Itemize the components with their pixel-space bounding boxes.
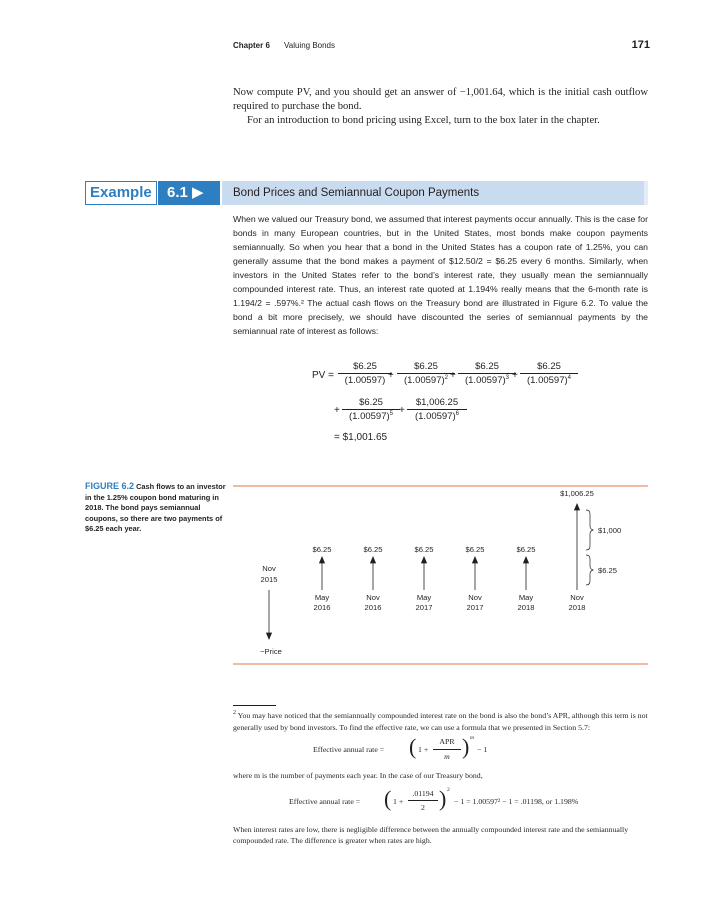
pv-term-4-base: (1.00597) bbox=[526, 375, 568, 386]
pv-term-3-exp: 3 bbox=[505, 375, 509, 381]
formula-1-paren-close: ) bbox=[462, 734, 470, 759]
formula-1-frac bbox=[433, 736, 461, 762]
figure-label: FIGURE 6.2 bbox=[85, 481, 135, 491]
principal-brace bbox=[586, 510, 593, 550]
arrow-head-icon bbox=[320, 557, 325, 563]
date-month: May bbox=[416, 593, 432, 602]
footnote-text-2: where m is the number of payments each year. In the case of our Treasury bond, bbox=[233, 771, 483, 780]
plus-sign: + bbox=[399, 405, 405, 416]
date-month: Nov bbox=[366, 593, 380, 602]
plus-sign: + bbox=[450, 370, 456, 381]
pv-term-2-base: (1.00597) bbox=[403, 375, 445, 386]
example-title: Bond Prices and Semiannual Coupon Payments bbox=[222, 181, 648, 205]
formula-1-den: m bbox=[444, 751, 450, 761]
coupon-label: $6.25 bbox=[465, 545, 485, 554]
example-number: 6.1 ▶ bbox=[158, 181, 220, 205]
date-month: May bbox=[314, 593, 330, 602]
pv-term-5-num: $6.25 bbox=[342, 397, 400, 410]
coupon-brace bbox=[586, 555, 593, 585]
footnote-rule bbox=[233, 705, 276, 706]
date-month: May bbox=[518, 593, 534, 602]
coupon-label: $6.25 bbox=[312, 545, 332, 554]
date-year: 2016 bbox=[364, 603, 382, 612]
coupon-label: $6.25 bbox=[516, 545, 536, 554]
pv-term-6-exp: 6 bbox=[455, 411, 459, 417]
formula-1-lhs: Effective annual rate = bbox=[313, 745, 385, 754]
date-month: Nov bbox=[570, 593, 584, 602]
formula-2-inner: 1 + bbox=[393, 796, 404, 806]
intro-paragraph-1: Now compute PV, and you should get an answer of −1,001.64, which is the initial cash outflow required to purchase the bond. bbox=[233, 87, 648, 112]
formula-2-exp: 2 bbox=[447, 786, 450, 793]
formula-2-den: 2 bbox=[421, 803, 425, 812]
formula-2-num: .01194 bbox=[408, 788, 438, 802]
pv-result: = $1,001.65 bbox=[334, 432, 388, 443]
figure-caption-text: Cash flows to an investor in the 1.25% coupon bond maturing in 2018. The bond pays semiannual coupons, so there are two payments of $6.25 each year. bbox=[85, 482, 226, 533]
plus-sign: + bbox=[388, 370, 394, 381]
date-year: 2017 bbox=[466, 603, 484, 612]
formula-1-tail: − 1 bbox=[477, 745, 488, 754]
principal-label: $1,000 bbox=[598, 526, 622, 535]
start-month: Nov bbox=[262, 564, 276, 573]
date-year: 2018 bbox=[568, 603, 586, 612]
date-year: 2018 bbox=[517, 603, 535, 612]
arrow-head-icon bbox=[473, 557, 478, 563]
pv-term-1-base: (1.00597) bbox=[344, 375, 386, 386]
formula-1-paren-open: ( bbox=[409, 734, 417, 759]
pv-term-6-base: (1.00597) bbox=[414, 411, 456, 422]
pv-term-5-exp: 5 bbox=[389, 411, 393, 417]
pv-term-3-base: (1.00597) bbox=[464, 375, 506, 386]
plus-sign: + bbox=[334, 405, 340, 416]
page-number: 171 bbox=[631, 39, 650, 51]
arrow-head-icon bbox=[422, 557, 427, 563]
arrow-head-icon bbox=[524, 557, 529, 563]
chapter-title: Valuing Bonds bbox=[284, 41, 335, 50]
chapter-label: Chapter 6 bbox=[233, 41, 270, 50]
formula-2-lhs: Effective annual rate = bbox=[289, 796, 361, 806]
arrow-head-icon bbox=[575, 504, 580, 510]
start-year: 2015 bbox=[260, 575, 278, 584]
arrow-head-icon bbox=[371, 557, 376, 563]
plus-sign: + bbox=[512, 370, 518, 381]
pv-term-4-num: $6.25 bbox=[520, 361, 578, 374]
formula-2 bbox=[233, 782, 648, 820]
formula-1-num: APR bbox=[433, 736, 461, 750]
formula-2-paren-open: ( bbox=[384, 785, 392, 811]
pv-term-2-num: $6.25 bbox=[397, 361, 455, 374]
footnote bbox=[233, 710, 648, 847]
formula-1-exp: m bbox=[470, 735, 474, 741]
pv-term-5-base: (1.00597) bbox=[348, 411, 390, 422]
pv-term-2-exp: 2 bbox=[444, 375, 448, 381]
example-body-paragraph: When we valued our Treasury bond, we assumed that interest payments occur annually. This is the case for bonds in many European countries, but in the United States, most bonds make coupon payments semiannually. So when you hear that a bond in the United States has a coupon rate of 1.25%, you can generally assume that the bond makes a payment of $12.50/2 = $6.25 every 6 months. Similarly, when investors in the United States refer to the bond’s interest rate, they usually mean the semiannually compounded interest rate. Thus, an interest rate quoted at 1.194% really means that the 6-month rate is 1.194/2 = .597%.² The actual cash flows on the Treasury bond are illustrated in Figure 6.2. To value the bond a bit more precisely, we should have discounted the series of semiannual payments by the semiannual rate of interest as follows: bbox=[233, 214, 648, 336]
arrow-head-icon bbox=[267, 633, 272, 639]
footnote-text-1: You may have noticed that the semiannually compounded interest rate on the bond is also the bond’s APR, although this term is not generally used by bond investors. To find the effective rate, we can use a formula that we presented in Section 5.7: bbox=[233, 711, 648, 732]
formula-2-frac bbox=[408, 788, 438, 814]
coupon-label: $6.25 bbox=[363, 545, 383, 554]
formula-1 bbox=[233, 733, 648, 767]
date-year: 2016 bbox=[313, 603, 331, 612]
intro-paragraph-2: For an introduction to bond pricing using Excel, turn to the box later in the chapter. bbox=[247, 115, 600, 126]
date-year: 2017 bbox=[415, 603, 433, 612]
pv-term-1-num: $6.25 bbox=[338, 361, 392, 374]
pv-lhs: PV = bbox=[312, 370, 334, 381]
pv-term-6-num: $1,006.25 bbox=[407, 397, 467, 410]
pv-term-4-exp: 4 bbox=[567, 375, 571, 381]
pv-term-3-num: $6.25 bbox=[458, 361, 516, 374]
final-payment-label: $1,006.25 bbox=[560, 489, 594, 498]
formula-2-paren-close: ) bbox=[439, 785, 447, 811]
footnote-number: 2 bbox=[233, 710, 236, 716]
coupon-side-label: $6.25 bbox=[598, 566, 618, 575]
date-month: Nov bbox=[468, 593, 482, 602]
price-label: −Price bbox=[260, 647, 282, 656]
coupon-label: $6.25 bbox=[414, 545, 434, 554]
formula-1-inner: 1 + bbox=[418, 745, 429, 754]
formula-2-tail: − 1 = 1.00597² − 1 = .01198, or 1.198% bbox=[454, 796, 579, 806]
footnote-text-3: When interest rates are low, there is negligible difference between the annually compounded interest rate and the semiannually compounded rate. The difference is greater when rates are high. bbox=[233, 824, 629, 845]
example-label: Example bbox=[85, 181, 157, 205]
